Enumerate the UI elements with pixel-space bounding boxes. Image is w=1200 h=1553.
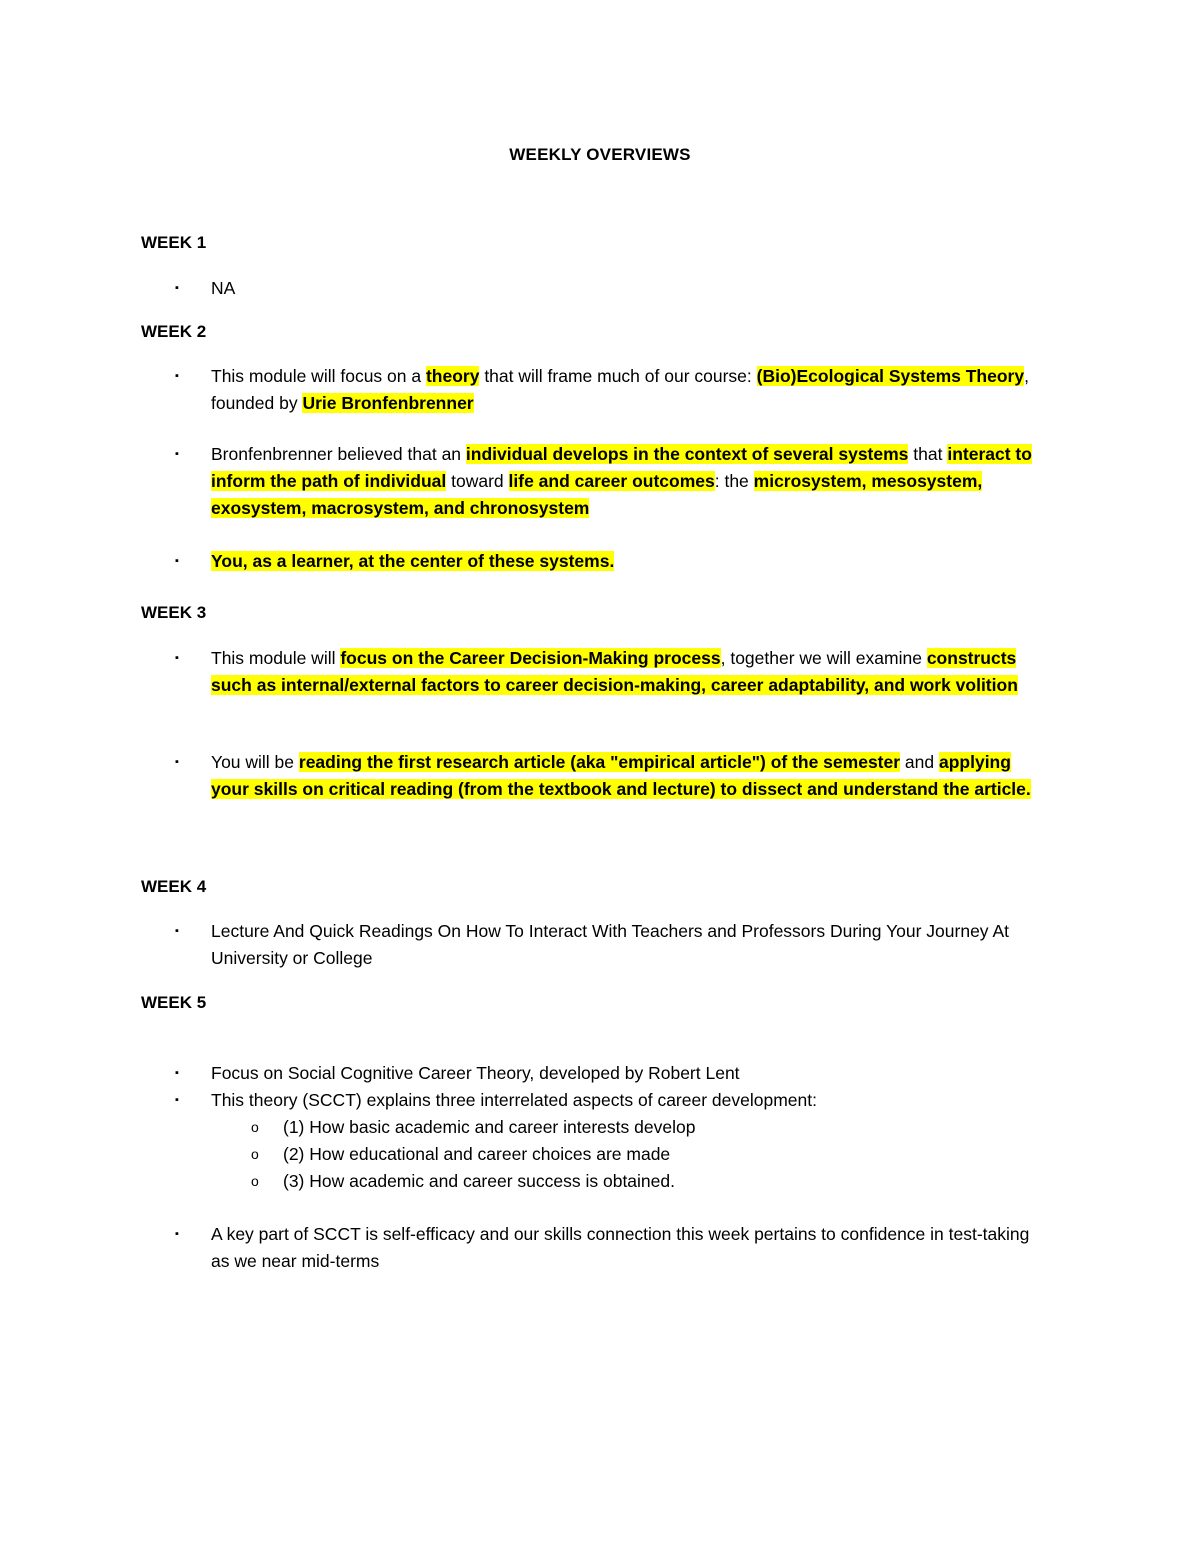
bullet-marker: ▪ [175, 282, 179, 294]
text-segment: , founded by [211, 366, 1029, 413]
week-heading: WEEK 1 [141, 233, 207, 252]
text-segment: Focus on Social Cognitive Career Theory, developed by Robert Lent [211, 1063, 740, 1083]
highlighted-text: constructs such as internal/external factors to career decision-making, career adaptability, and work volition [211, 648, 1018, 695]
bullet-marker: ▪ [175, 448, 179, 460]
bullet-item [175, 548, 1035, 575]
bullet-text [211, 918, 1035, 972]
text-segment: This module will [211, 648, 341, 668]
sub-bullet-text: (2) How educational and career choices are made [283, 1144, 671, 1164]
bullet-item [175, 918, 1035, 972]
week-heading: WEEK 4 [141, 877, 207, 896]
bullet-item [175, 1087, 1035, 1114]
bullet-marker: ▪ [175, 370, 179, 382]
text-segment: You will be [211, 752, 299, 772]
text-segment: , together we will examine [720, 648, 927, 668]
sub-bullet-marker: o [251, 1146, 259, 1162]
week-heading: WEEK 2 [141, 322, 207, 341]
bullet-item [175, 363, 1035, 417]
highlighted-text: theory [425, 366, 480, 386]
highlighted-text: individual develops in the context of several systems [465, 444, 909, 464]
sub-bullet-item [251, 1114, 1051, 1141]
text-segment: Bronfenbrenner believed that an [211, 444, 466, 464]
sub-bullet-marker: o [251, 1173, 259, 1189]
bullet-item [175, 441, 1035, 522]
bullet-marker: ▪ [175, 652, 179, 664]
text-segment: A key part of SCCT is self-efficacy and our skills connection this week pertains to confidence in test-taking as we near mid-terms [211, 1224, 1030, 1271]
sub-bullet-text: (3) How academic and career success is obtained. [283, 1171, 675, 1191]
bullet-item [175, 645, 1035, 699]
highlighted-text: interact to inform the path of individual [211, 444, 1032, 491]
highlighted-text: applying your skills on critical reading (from the textbook and lecture) to dissect and understand the article. [211, 752, 1031, 799]
text-segment: This module will focus on a [211, 366, 426, 386]
bullet-marker: ▪ [175, 1228, 179, 1240]
highlighted-text: microsystem, mesosystem, exosystem, macrosystem, and chronosystem [211, 471, 983, 518]
week-heading: WEEK 3 [141, 603, 207, 622]
bullet-text [211, 1060, 1035, 1087]
bullet-item [175, 1060, 1035, 1087]
highlighted-text: focus on the Career Decision-Making process [340, 648, 721, 668]
bullet-item [175, 275, 1035, 302]
bullet-marker: ▪ [175, 925, 179, 937]
bullet-text [211, 441, 1035, 522]
text-segment: This theory (SCCT) explains three interrelated aspects of career development: [211, 1090, 817, 1110]
sub-bullet-text: (1) How basic academic and career interests develop [283, 1117, 696, 1137]
text-segment: that [908, 444, 948, 464]
highlighted-text: Urie Bronfenbrenner [302, 393, 474, 413]
highlighted-text: You, as a learner, at the center of these systems. [211, 551, 615, 571]
bullet-item [175, 1221, 1035, 1275]
text-segment: Lecture And Quick Readings On How To Interact With Teachers and Professors During Your Journey At University or College [211, 921, 1009, 968]
bullet-text [211, 645, 1035, 699]
document-title: WEEKLY OVERVIEWS [509, 145, 691, 164]
bullet-marker: ▪ [175, 756, 179, 768]
sub-bullet-marker: o [251, 1119, 259, 1135]
week-heading: WEEK 5 [141, 993, 207, 1012]
text-segment: and [900, 752, 939, 772]
bullet-text [211, 275, 1035, 302]
text-segment: : the [714, 471, 754, 491]
bullet-text [211, 749, 1035, 803]
bullet-marker: ▪ [175, 1067, 179, 1079]
bullet-text [211, 363, 1035, 417]
bullet-marker: ▪ [175, 1094, 179, 1106]
bullet-text [211, 1087, 1035, 1114]
bullet-text [211, 1221, 1035, 1275]
bullet-item [175, 749, 1035, 803]
text-segment: that will frame much of our course: [479, 366, 757, 386]
sub-bullet-item [251, 1168, 1051, 1195]
sub-bullet-item [251, 1141, 1051, 1168]
highlighted-text: reading the first research article (aka "empirical article") of the semester [298, 752, 901, 772]
highlighted-text: (Bio)Ecological Systems Theory [756, 366, 1025, 386]
highlighted-text: life and career outcomes [508, 471, 715, 491]
bullet-text [211, 548, 1035, 575]
text-segment: NA [211, 278, 236, 298]
bullet-marker: ▪ [175, 555, 179, 567]
text-segment: toward [446, 471, 509, 491]
